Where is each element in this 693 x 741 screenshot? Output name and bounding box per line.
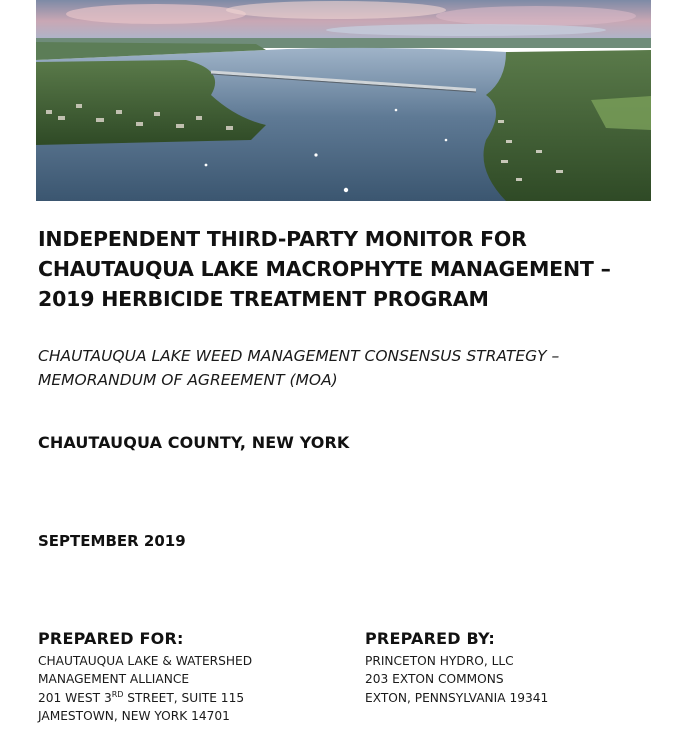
document-subtitle bbox=[38, 344, 658, 392]
address-part: 201 WEST 3 bbox=[38, 690, 112, 705]
prepared-for-address bbox=[38, 689, 348, 707]
ordinal-suffix: RD bbox=[111, 689, 124, 699]
document-title bbox=[38, 224, 658, 314]
prepared-by-line: 203 EXTON COMMONS bbox=[365, 672, 504, 687]
title-line: 2019 HERBICIDE TREATMENT PROGRAM bbox=[38, 287, 489, 311]
prepared-for-block bbox=[38, 629, 348, 725]
prepared-by-heading: PREPARED BY: bbox=[365, 629, 496, 648]
publication-date: SEPTEMBER 2019 bbox=[38, 532, 186, 550]
prepared-for-line: CHAUTAUQUA LAKE & WATERSHED bbox=[38, 654, 253, 668]
prepared-for-line: MANAGEMENT ALLIANCE bbox=[38, 672, 190, 687]
prepared-by-line: PRINCETON HYDRO, LLC bbox=[365, 654, 514, 668]
address-part: STREET, SUITE 115 bbox=[123, 690, 245, 705]
cover-photo bbox=[36, 0, 651, 201]
aerial-lake-photo-icon bbox=[36, 0, 651, 201]
title-line: INDEPENDENT THIRD-PARTY MONITOR FOR bbox=[38, 227, 527, 251]
prepared-by-block bbox=[365, 629, 665, 707]
subtitle-line: MEMORANDUM OF AGREEMENT (MOA) bbox=[38, 371, 338, 389]
location: CHAUTAUQUA COUNTY, NEW YORK bbox=[38, 433, 350, 452]
title-line: CHAUTAUQUA LAKE MACROPHYTE MANAGEMENT – bbox=[38, 257, 611, 281]
subtitle-line: CHAUTAUQUA LAKE WEED MANAGEMENT CONSENSUS STRATEGY – bbox=[38, 347, 560, 365]
prepared-for-line: JAMESTOWN, NEW YORK 14701 bbox=[38, 708, 230, 723]
prepared-by-line: EXTON, PENNSYLVANIA 19341 bbox=[365, 690, 549, 705]
prepared-for-heading: PREPARED FOR: bbox=[38, 629, 184, 648]
